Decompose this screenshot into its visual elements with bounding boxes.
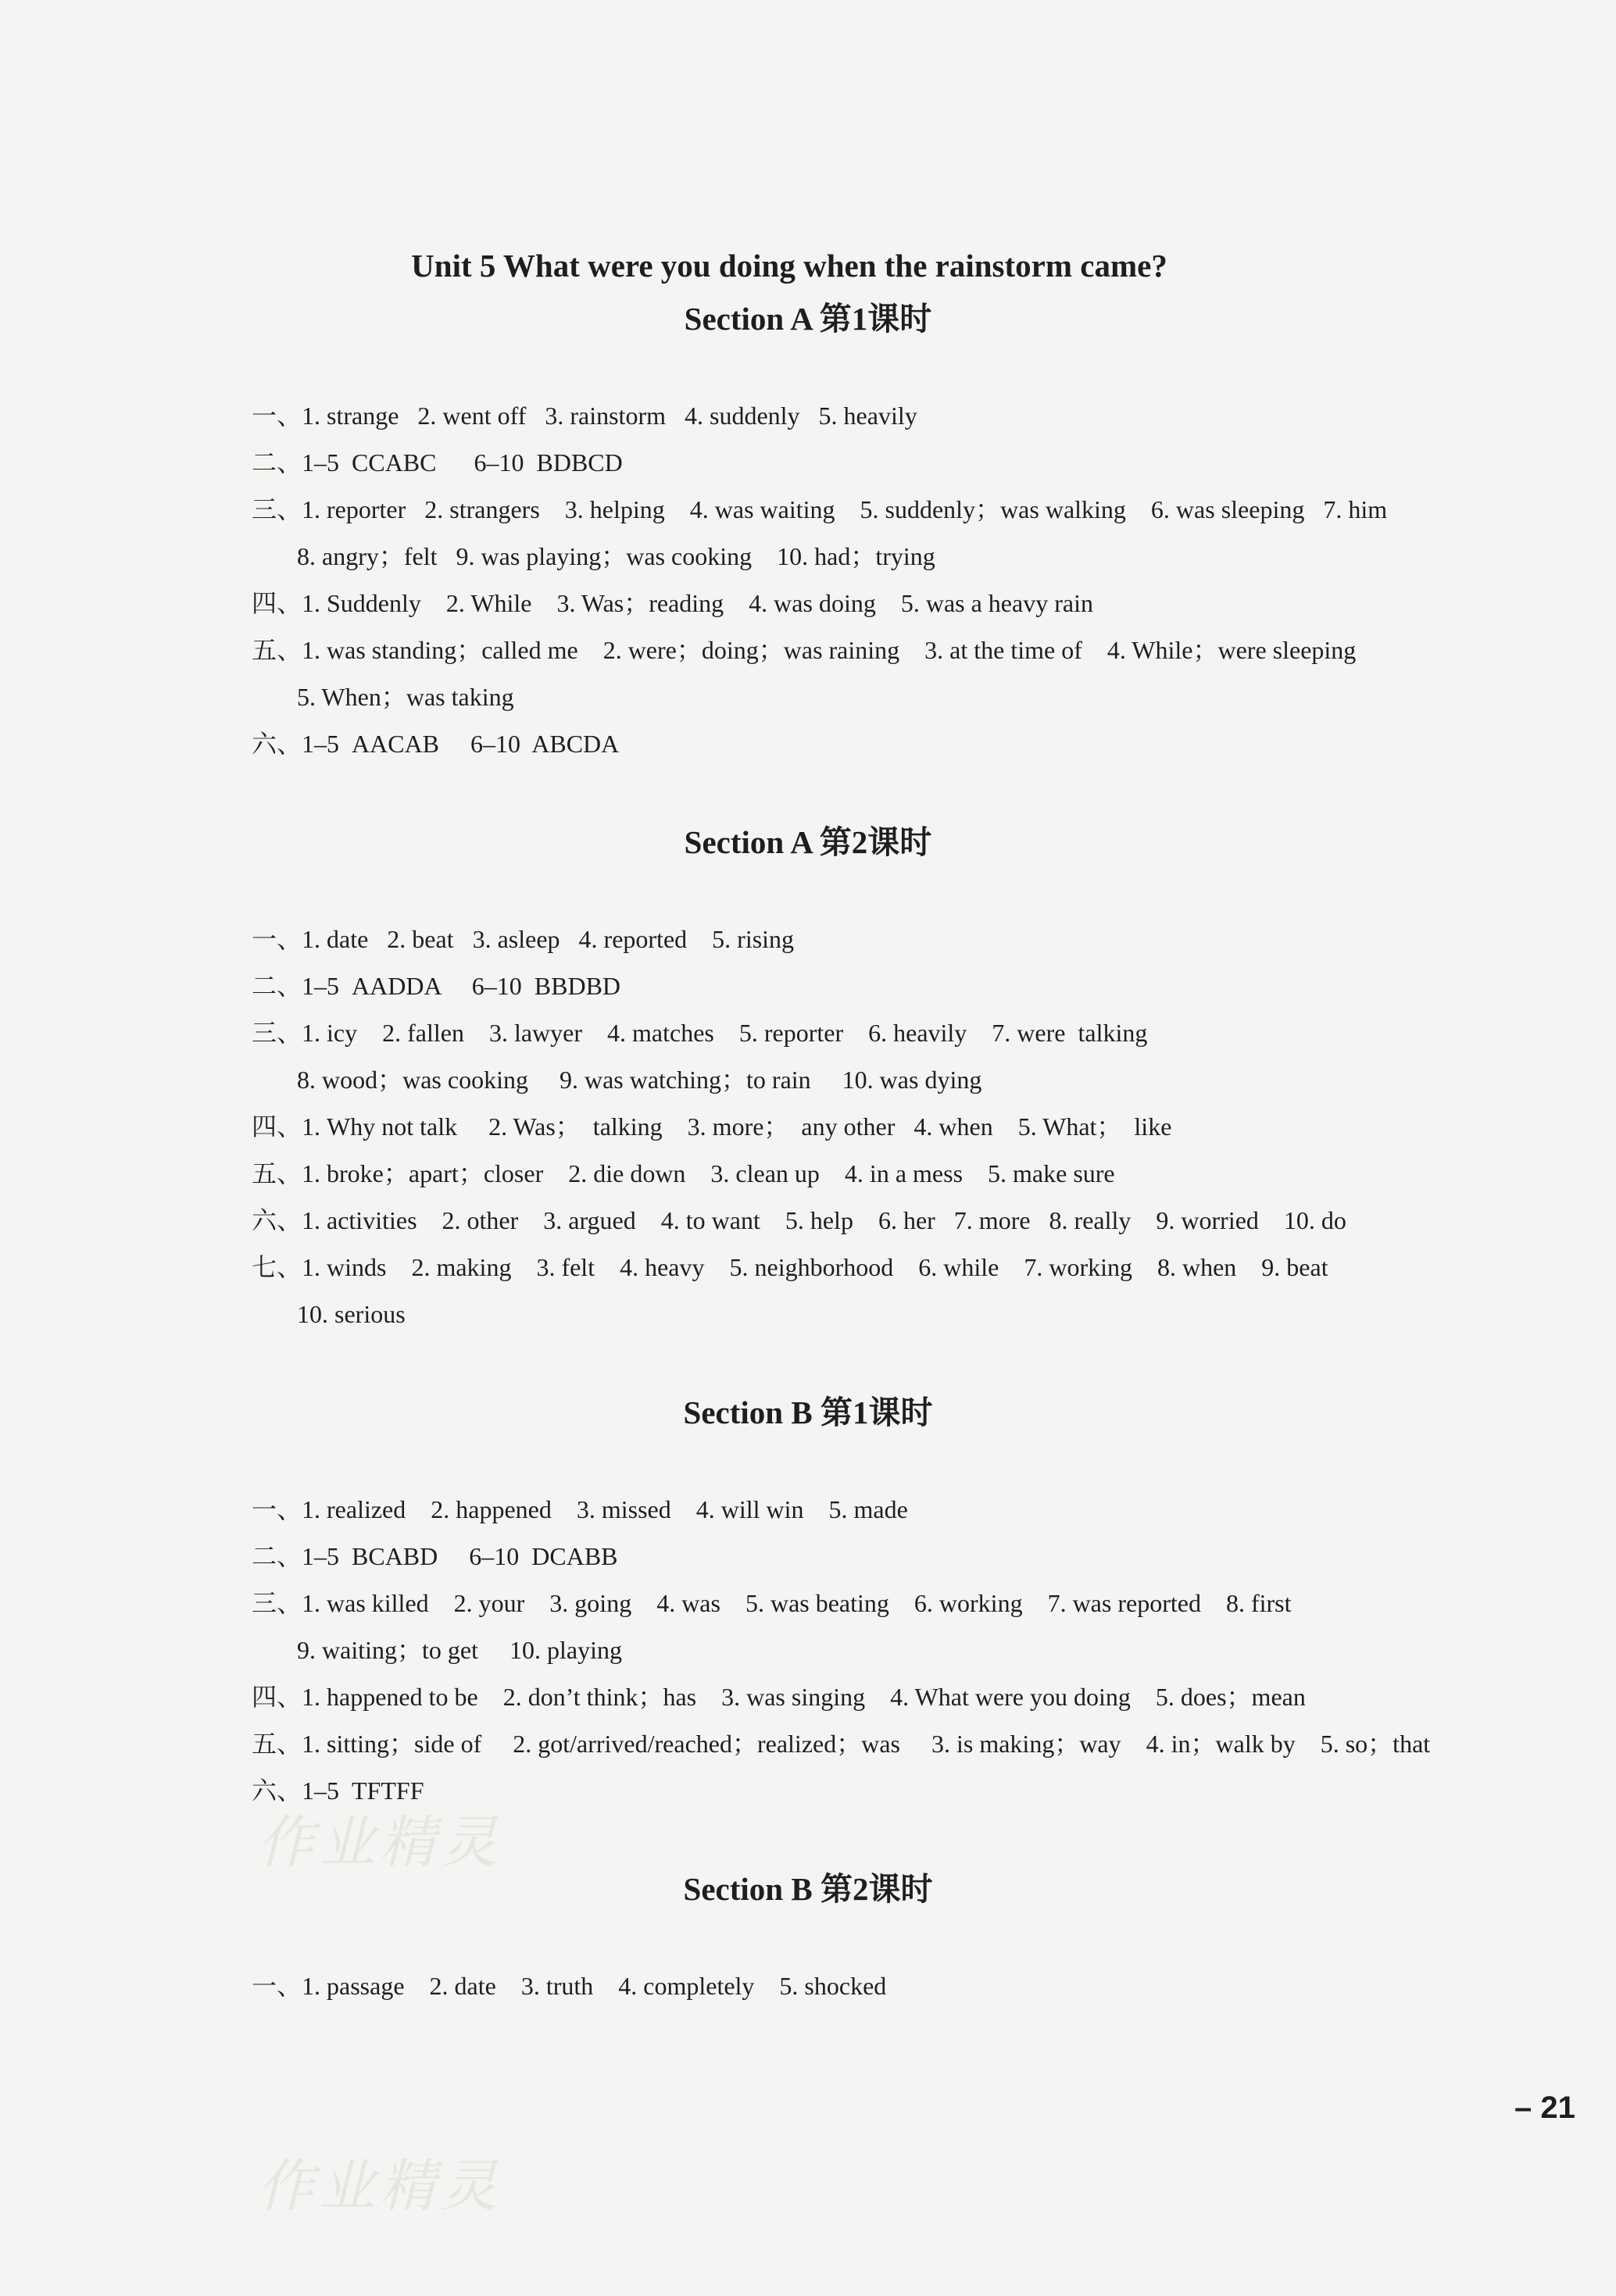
section-heading: Section B 第2课时 [683,1871,933,1907]
section-heading: Section B 第1课时 [683,1394,933,1430]
answer-line: 一、1. strange 2. went off 3. rainstorm 4. suddenly 5. heavily [252,402,917,430]
answer-line: 8. wood；was cooking 9. was watching；to rain 10. was dying [297,1066,982,1094]
answer-line: 七、1. winds 2. making 3. felt 4. heavy 5. neighborhood 6. while 7. working 8. when 9. beat [252,1253,1328,1281]
answer-line: 五、1. was standing；called me 2. were；doing；was raining 3. at the time of 4. While；were sleeping [252,636,1357,664]
answer-line: 六、1–5 TFTFF [252,1776,424,1805]
watermark: 作业精灵 [258,1809,502,1875]
answer-line: 一、1. passage 2. date 3. truth 4. completely 5. shocked [252,1972,887,2000]
answer-line: 10. serious [297,1300,406,1328]
answer-line: 8. angry；felt 9. was playing；was cooking 10. had；trying [297,542,935,570]
answer-line: 四、1. Why not talk 2. Was； talking 3. more； any other 4. when 5. What； like [252,1112,1172,1141]
answer-line: 二、1–5 BCABD 6–10 DCABB [252,1542,618,1570]
answer-line: 二、1–5 CCABC 6–10 BDBCD [252,448,623,477]
section-heading: Section A 第1课时 [684,301,932,337]
answer-line: 五、1. sitting；side of 2. got/arrived/reached；realized；was 3. is making；way 4. in；walk by 5. so；that [252,1730,1431,1758]
answer-line: 四、1. Suddenly 2. While 3. Was；reading 4. was doing 5. was a heavy rain [252,589,1093,617]
answer-line: 六、1–5 AACAB 6–10 ABCDA [252,730,620,758]
section-heading: Section A 第2课时 [684,824,932,860]
answer-line: 三、1. reporter 2. strangers 3. helping 4. was waiting 5. suddenly；was walking 6. was sleeping 7. him [252,495,1388,523]
answer-line: 三、1. icy 2. fallen 3. lawyer 4. matches 5. reporter 6. heavily 7. were talking [252,1019,1148,1047]
answer-line: 9. waiting；to get 10. playing [297,1636,622,1664]
page-number: – 21 [1514,2091,1575,2125]
answer-line: 三、1. was killed 2. your 3. going 4. was 5. was beating 6. working 7. was reported 8. first [252,1589,1292,1617]
answer-line: 五、1. broke；apart；closer 2. die down 3. clean up 4. in a mess 5. make sure [252,1159,1115,1187]
answer-line: 二、1–5 AADDA 6–10 BBDBD [252,972,621,1000]
unit-title: Unit 5 What were you doing when the rainstorm came? [411,248,1167,284]
answer-line: 一、1. date 2. beat 3. asleep 4. reported 5. rising [252,925,795,953]
answer-line: 5. When；was taking [297,683,514,711]
watermark: 作业精灵 [258,2153,502,2219]
answer-line: 四、1. happened to be 2. don’t think；has 3. was singing 4. What were you doing 5. does；mean [252,1683,1306,1711]
answer-line: 一、1. realized 2. happened 3. missed 4. will win 5. made [252,1495,908,1523]
answer-line: 六、1. activities 2. other 3. argued 4. to want 5. help 6. her 7. more 8. really 9. worried 10. do [252,1206,1346,1234]
